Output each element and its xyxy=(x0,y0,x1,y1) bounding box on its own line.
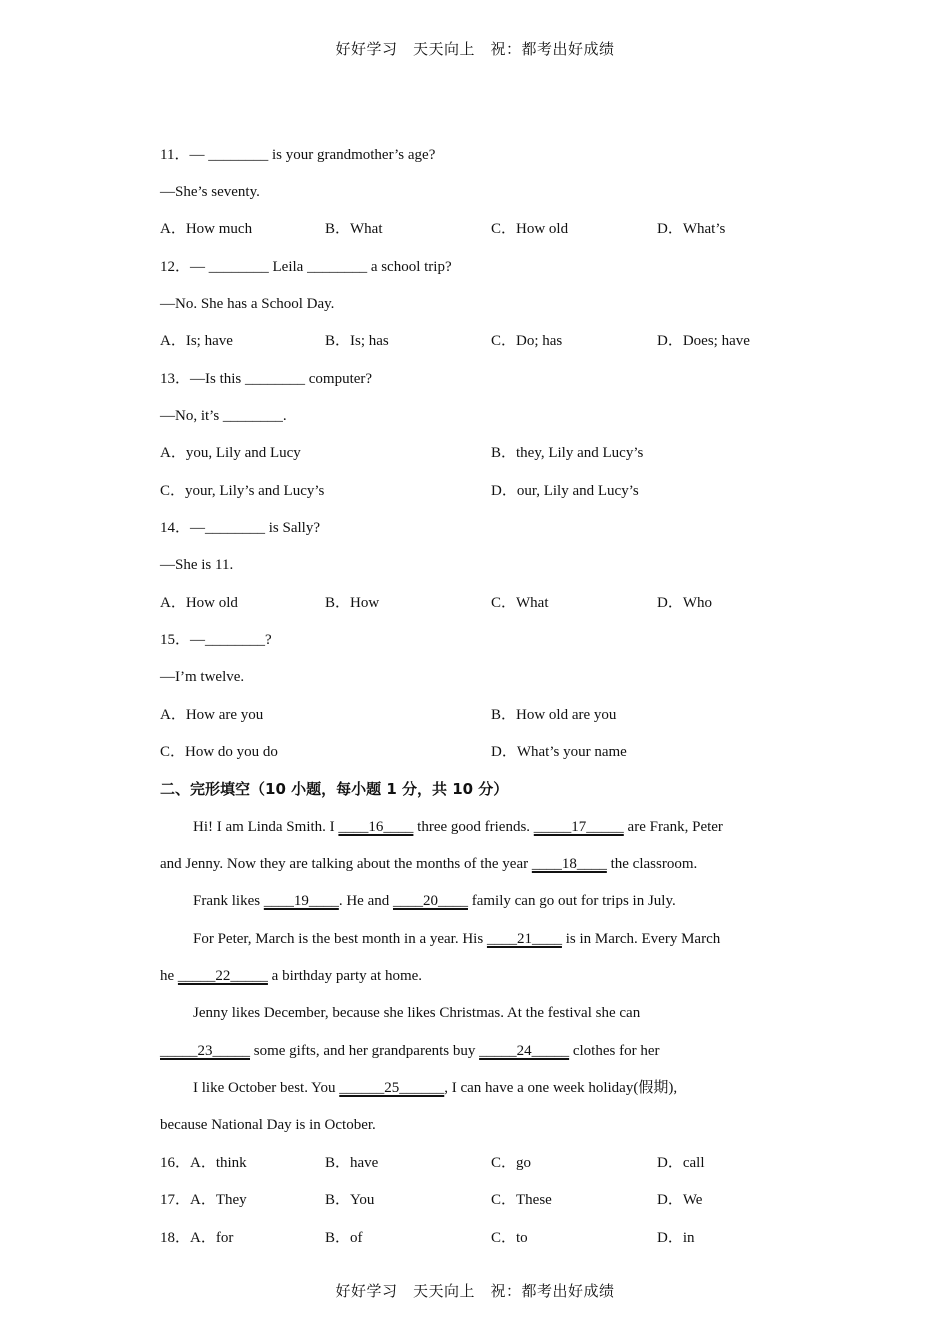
question-17-option-d: D．We xyxy=(657,1192,703,1208)
blank-22: _____22_____ xyxy=(177,968,268,984)
passage-line-1 xyxy=(193,817,723,837)
passage-line-2 xyxy=(160,854,697,874)
question-14-stem: 14．—________ is Sally? xyxy=(160,520,320,536)
blank-21: ____21____ xyxy=(486,931,562,947)
question-13-option-a: A．you, Lily and Lucy xyxy=(160,445,301,461)
question-12-stem: 12．— ________ Leila ________ a school trip? xyxy=(160,259,452,275)
page-header: 好好学习 天天向上 祝：都考出好成绩 xyxy=(335,40,615,58)
passage-text: he xyxy=(160,968,178,984)
question-15-option-b: B．How old are you xyxy=(491,707,617,723)
passage-text: For Peter, March is the best month in a year. His xyxy=(193,931,487,947)
question-17-option-a: 17．A．They xyxy=(160,1192,247,1208)
question-11-reply: —She’s seventy. xyxy=(160,184,260,200)
passage-line-3 xyxy=(193,891,676,911)
question-18-option-a: 18．A．for xyxy=(160,1230,234,1246)
question-15-reply: —I’m twelve. xyxy=(160,669,245,685)
question-16-option-d: D．call xyxy=(657,1155,705,1171)
question-14-reply: —She is 11. xyxy=(160,557,234,573)
question-13-option-b: B．they, Lily and Lucy’s xyxy=(491,445,644,461)
question-12-option-a: A．Is; have xyxy=(160,333,233,349)
passage-text: I like October best. You xyxy=(193,1080,340,1096)
passage-text: are Frank, Peter xyxy=(623,819,723,835)
passage-text: some gifts, and her grandparents buy xyxy=(250,1043,480,1059)
passage-text: , I can have a one week holiday(假期), xyxy=(444,1080,678,1096)
question-14-option-a: A．How old xyxy=(160,595,238,611)
section-2-title: 二、完形填空（10 小题，每小题 1 分，共 10 分） xyxy=(160,780,509,798)
question-12-option-b: B．Is; has xyxy=(325,333,389,349)
question-14-option-c: C．What xyxy=(491,595,549,611)
question-11-option-d: D．What’s xyxy=(657,221,726,237)
blank-18: ____18____ xyxy=(531,856,607,872)
passage-text: a birthday party at home. xyxy=(267,968,423,984)
question-16-option-b: B．have xyxy=(325,1155,379,1171)
passage-line-6: Jenny likes December, because she likes Christmas. At the festival she can xyxy=(193,1005,641,1021)
question-18-option-c: C．to xyxy=(491,1230,528,1246)
passage-text: Frank likes xyxy=(193,893,264,909)
question-11-option-a: A．How much xyxy=(160,221,253,237)
blank-24: _____24_____ xyxy=(479,1043,570,1059)
blank-20: ____20____ xyxy=(392,893,468,909)
question-13-stem: 13．—Is this ________ computer? xyxy=(160,371,373,387)
passage-text: family can go out for trips in July. xyxy=(467,893,676,909)
question-15-option-a: A．How are you xyxy=(160,707,264,723)
question-18-option-b: B．of xyxy=(325,1230,363,1246)
passage-text: the classroom. xyxy=(606,856,698,872)
question-14-option-b: B．How xyxy=(325,595,380,611)
question-18-option-d: D．in xyxy=(657,1230,695,1246)
passage-text: Hi! I am Linda Smith. I xyxy=(193,819,339,835)
passage-line-7 xyxy=(160,1041,660,1061)
question-13-option-c: C．your, Lily’s and Lucy’s xyxy=(160,483,325,499)
question-12-reply: —No. She has a School Day. xyxy=(160,296,335,312)
passage-line-5 xyxy=(160,966,422,986)
question-15-stem: 15．—________? xyxy=(160,632,272,648)
question-12-option-d: D．Does; have xyxy=(657,333,750,349)
passage-line-4 xyxy=(193,929,720,949)
blank-23: _____23_____ xyxy=(160,1043,250,1059)
passage-line-8 xyxy=(193,1078,677,1098)
passage-text: and Jenny. Now they are talking about the months of the year xyxy=(160,856,532,872)
question-12-option-c: C．Do; has xyxy=(491,333,563,349)
passage-text: clothes for her xyxy=(569,1043,660,1059)
question-11-option-b: B．What xyxy=(325,221,383,237)
passage-line-9: because National Day is in October. xyxy=(160,1117,376,1133)
question-16-option-c: C．go xyxy=(491,1155,532,1171)
passage-text: . He and xyxy=(338,893,393,909)
blank-17: _____17_____ xyxy=(533,819,624,835)
passage-text: is in March. Every March xyxy=(561,931,721,947)
question-11-option-c: C．How old xyxy=(491,221,569,237)
blank-25: ______25______ xyxy=(339,1080,445,1096)
question-17-option-b: B．You xyxy=(325,1192,375,1208)
question-13-option-d: D．our, Lily and Lucy’s xyxy=(491,483,639,499)
question-15-option-d: D．What’s your name xyxy=(491,744,627,760)
question-13-reply: —No, it’s ________. xyxy=(160,408,287,424)
page-footer: 好好学习 天天向上 祝：都考出好成绩 xyxy=(335,1282,615,1300)
question-14-option-d: D．Who xyxy=(657,595,712,611)
blank-16: ____16____ xyxy=(338,819,414,835)
question-11-stem: 11．— ________ is your grandmother’s age? xyxy=(160,147,436,163)
question-16-option-a: 16．A．think xyxy=(160,1155,247,1171)
question-17-option-c: C．These xyxy=(491,1192,552,1208)
blank-19: ____19____ xyxy=(263,893,339,909)
question-15-option-c: C．How do you do xyxy=(160,744,278,760)
passage-text: three good friends. xyxy=(413,819,534,835)
